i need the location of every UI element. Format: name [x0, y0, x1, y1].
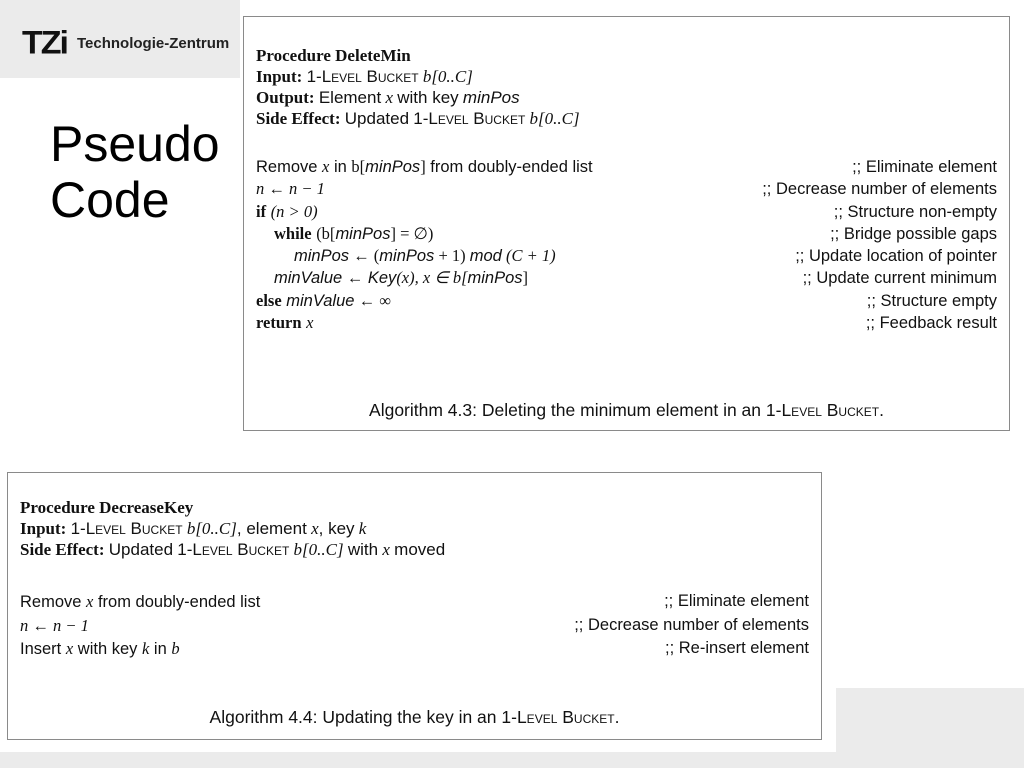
code-block	[256, 156, 997, 334]
code-line-if: if (n > 0) ;; Structure non-empty	[256, 201, 997, 223]
footer-band	[0, 752, 836, 768]
code-line-else: else minValue ← ∞ ;; Structure empty	[256, 290, 997, 312]
comment: ;; Eliminate element	[664, 592, 809, 610]
comment: ;; Eliminate element	[852, 158, 997, 176]
code-line-decrement: n ← n − 1 ;; Decrease number of elements	[256, 178, 997, 200]
comment: ;; Structure empty	[866, 291, 997, 310]
slide-title-line-2: Code	[50, 172, 170, 228]
code-line-minvalue-update: minValue ← Key(x), x ∈ b[minPos] ;; Update current minimum	[256, 267, 997, 289]
footer-block	[836, 688, 1024, 768]
comment: ;; Decrease number of elements	[574, 615, 809, 634]
tzi-logo-mark: TZi	[22, 24, 67, 62]
code-line-minpos-update: minPos ← (minPos + 1) mod (C + 1) ;; Update location of pointer	[256, 245, 997, 267]
algorithm-4-3-box	[243, 16, 1010, 431]
comment: ;; Bridge possible gaps	[830, 224, 997, 243]
comment: ;; Update current minimum	[802, 269, 997, 288]
procedure-title: Procedure DecreaseKey	[20, 498, 194, 517]
algorithm-caption: Algorithm 4.3: Deleting the minimum element in an 1-Level Bucket.	[369, 400, 884, 420]
code-line-while: while (b[minPos] = ∅) ;; Bridge possible gaps	[256, 223, 997, 245]
code-line-remove: Remove x from doubly-ended list ;; Eliminate element	[20, 590, 809, 614]
comment: ;; Re-insert element	[665, 639, 809, 657]
code-line-decrement: n ← n − 1 ;; Decrease number of elements	[20, 614, 809, 638]
comment: ;; Structure non-empty	[833, 202, 997, 221]
input-line: Input: 1-Level Bucket b[0..C]	[256, 67, 473, 86]
slide-title	[50, 116, 220, 228]
algorithm-4-4-box	[7, 472, 822, 740]
input-line: Input: 1-Level Bucket b[0..C], element x, key k	[20, 519, 367, 538]
slide-title-line-1: Pseudo	[50, 116, 220, 172]
output-line: Output: Element x with key minPos	[256, 88, 520, 107]
logo-text: Technologie-Zentrum	[76, 34, 230, 52]
side-effect-line: Side Effect: Updated 1-Level Bucket b[0..C] with x moved	[20, 540, 446, 559]
procedure-title: Procedure DeleteMin	[256, 46, 411, 65]
side-effect-line: Side Effect: Updated 1-Level Bucket b[0..C]	[256, 109, 580, 128]
code-line-insert: Insert x with key k in b ;; Re-insert element	[20, 637, 809, 661]
comment: ;; Update location of pointer	[795, 247, 997, 266]
comment: ;; Decrease number of elements	[762, 180, 997, 199]
code-line-return: return x ;; Feedback result	[256, 312, 997, 334]
algorithm-caption: Algorithm 4.4: Updating the key in an 1-Level Bucket.	[209, 707, 620, 727]
code-line-remove: Remove x in b[minPos] from doubly-ended list ;; Eliminate element	[256, 156, 997, 178]
code-block	[20, 590, 809, 661]
logo	[22, 26, 229, 60]
comment: ;; Feedback result	[865, 314, 997, 333]
